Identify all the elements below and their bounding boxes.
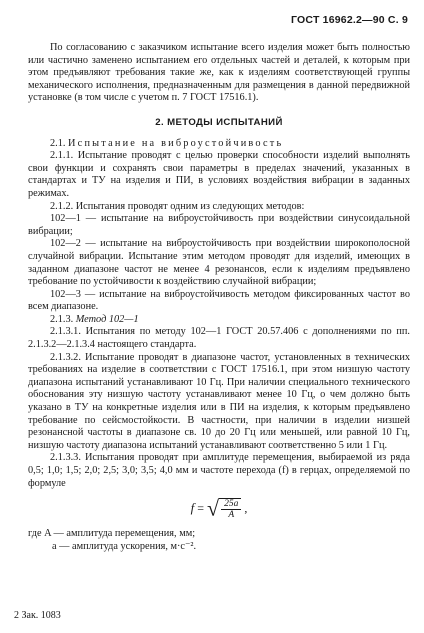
method-102-3: 102—3 — испытание на виброустойчивость методом фиксированных частот во всем диапазоне. bbox=[28, 288, 410, 313]
formula-numerator: 25a bbox=[221, 499, 241, 510]
formula-eq: = bbox=[197, 500, 205, 515]
formula-denominator: A bbox=[228, 510, 235, 521]
formula-lhs: f bbox=[190, 499, 195, 515]
paragraph-2-1-3-1: 2.1.3.1. Испытания по методу 102—1 ГОСТ 20.57.406 с дополнениями по пп. 2.1.3.2—2.1.3.4 настоящего стандарта. bbox=[28, 326, 410, 351]
paragraph-2-1-1: 2.1.1. Испытание проводят с целью проверки способности изделий выполнять свои функции и сохранять свои параметры в пределах значений, указанных в стандартах и ТУ на изделия и ПИ, в условиях воздействия вибрации в заданных режимах. bbox=[28, 150, 410, 199]
paragraph-2-1-3-2: 2.1.3.2. Испытание проводят в диапазоне частот, установленных в технических требованиях на изделие в соответствии с ГОСТ 17516.1, при этом низшую частоту диапазона испытаний устанавливают 10 Гц. При наличии специального технического обоснования эту низшую частоту устанавливают менее 10 Гц, о чем должно быть указано в ТУ на конкретные изделия или в ПИ на изделия, к которым предъявлено требование по сейсмостойкости. В частности, при наличии в изделии низшей резонансной частоты в диапазоне св. 10 до 20 Гц или меньшей, или равной 10 Гц, низшую частоту диапазона испытаний устанавливают соответственно 5 или 1 Гц. bbox=[28, 351, 410, 451]
clause-number: 2.1.3. bbox=[50, 313, 76, 325]
paragraph-2-1-3-3: 2.1.3.3. Испытания проводят при амплитуде перемещения, выбираемой из ряда 0,5; 1,0; 1,5; 2,0; 2,5; 3,0; 3,5; 4,0 мм и частоте перехода (f) в герцах, определяемой по формуле bbox=[28, 452, 410, 489]
formula-fraction bbox=[221, 499, 241, 520]
page-header: ГОСТ 16962.2—90 С. 9 bbox=[291, 14, 408, 26]
subsection-heading bbox=[28, 138, 410, 151]
legend-line-a-lower: a — амплитуда ускорения, м·с⁻². bbox=[52, 540, 197, 552]
method-name: Метод 102—1 bbox=[75, 313, 139, 325]
formula-legend bbox=[28, 528, 410, 553]
formula-tail: , bbox=[244, 500, 248, 515]
transition-frequency-formula bbox=[28, 495, 410, 521]
method-102-1: 102—1 — испытание на виброустойчивость при воздействии синусоидальной вибрации; bbox=[28, 213, 410, 237]
method-102-2: 102—2 — испытание на виброустойчивость при воздействии широкополосной случайной вибрации. Испытание этим методом проводят для изделий, имеющих в заданном диапазоне частот не менее 4 резонансов, если к изделиям предъявлено требование по устойчивости к воздействию случайной вибрации; bbox=[28, 238, 410, 288]
legend-line-a-upper: где A — амплитуда перемещения, мм; bbox=[28, 528, 196, 540]
page-footer: 2 Зак. 1083 bbox=[14, 610, 61, 621]
paragraph-2-1-3 bbox=[28, 314, 410, 327]
subsection-number: 2.1. bbox=[50, 137, 69, 149]
document-body bbox=[28, 42, 410, 553]
paragraph-2-1-2: 2.1.2. Испытания проводят одним из следующих методов: bbox=[50, 200, 305, 212]
formula-radicand bbox=[219, 498, 241, 520]
subsection-title: Испытание на виброустойчивость bbox=[68, 137, 284, 149]
paragraph-intro: По согласованию с заказчиком испытание всего изделия может быть полностью или частично заменено испытанием его отдельных частей и деталей, к которым при этом предъявляют требования такие же, как к изделиям соответствующей группы механического исполнения, предназначенным для размещения в данной передвижной установке (в том числе с учетом п. 7 ГОСТ 17516.1). bbox=[28, 42, 410, 104]
section-title: 2. МЕТОДЫ ИСПЫТАНИЙ bbox=[155, 116, 283, 128]
sqrt-icon: √ bbox=[207, 495, 220, 521]
